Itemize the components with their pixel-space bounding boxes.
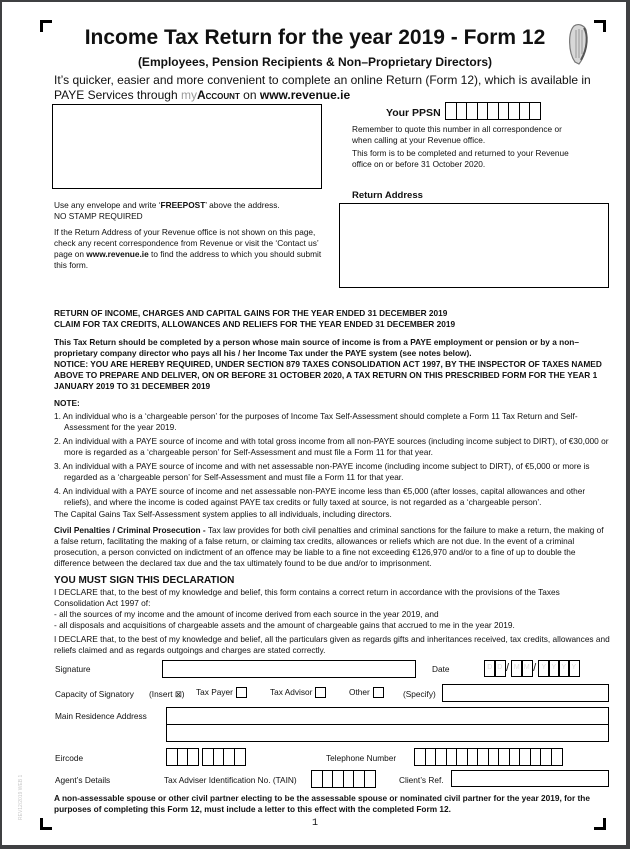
clients-ref-label: Client’s Ref. <box>399 775 444 785</box>
note-item: 1. An individual who is a ‘chargeable person’ for the purposes of Income Tax Self-Assessment should complete a Form 11 Tax Return and Self-Assessment for the year 2019. <box>54 411 578 432</box>
tax-advisor-checkbox[interactable] <box>315 687 326 698</box>
tain-label: Tax Adviser Identification No. (TAIN) <box>164 775 297 785</box>
main-residence-line-2[interactable] <box>166 724 609 742</box>
revenue-link[interactable]: www.revenue.ie <box>259 88 351 102</box>
return-heading-1: RETURN OF INCOME, CHARGES AND CAPITAL GAINS FOR THE YEAR ENDED 31 DECEMBER 2019 <box>54 308 448 318</box>
intro-text: It’s quicker, easier and more convenient to complete an online Return (Form 12), which is available in PAYE Services through myAccount on www.revenue.ie <box>54 73 591 102</box>
deadline-note: This form is to be completed and returned to your Revenue office on or before 31 October 2020. <box>352 148 569 169</box>
harp-crest-icon <box>566 22 592 66</box>
capacity-label: Capacity of Signatory <box>55 689 134 699</box>
declaration-1: I DECLARE that, to the best of my knowledge and belief, this form contains a correct return in accordance with the provisions of the Taxes Consolidation Act 1997 of: <box>54 587 560 608</box>
main-residence-label: Main Residence Address <box>55 711 147 721</box>
return-address-label: Return Address <box>352 190 423 201</box>
tax-payer-checkbox[interactable] <box>236 687 247 698</box>
specify-label: (Specify) <box>403 689 436 699</box>
spouse-note: A non-assessable spouse or other civil partner electing to be the assessable spouse or nominated civil partner for the year 2019, for the purposes of completing this Form 12, must include a letter to this effect with the completed Form 12. <box>54 793 590 814</box>
tax-advisor-option[interactable]: Tax Advisor <box>270 687 326 698</box>
note-item: 2. An individual with a PAYE source of income and with total gross income from all non-PAYE sources (including income subject to DIRT), of €30,000 or more is regarded as a ‘chargeable person’ for Self-Assessment and must file a Form 11 for that year. <box>54 436 609 457</box>
date-month-cell[interactable]: M <box>511 660 523 677</box>
declaration-bullet-1: - all the sources of my income and the amount of income derived from each source in the year 2019, and <box>54 609 439 619</box>
ppsn-note: Remember to quote this number in all correspondence or when calling at your Revenue office. <box>352 124 562 145</box>
digit-cell[interactable] <box>364 770 376 788</box>
eircode-unique-input[interactable] <box>202 748 244 766</box>
digit-cell[interactable] <box>551 748 563 766</box>
clients-ref-field[interactable] <box>451 770 609 787</box>
declaration-2: I DECLARE that, to the best of my knowledge and belief, all the particulars given as regards gifts and inheritances received, tax credits, allowances and reliefs claimed and as regards outgoings and charges are stated correctly. <box>54 634 610 655</box>
revenue-link[interactable]: www.revenue.ie <box>86 249 149 259</box>
digit-cell[interactable] <box>529 102 541 120</box>
signature-field[interactable] <box>162 660 416 678</box>
date-month-cell[interactable]: M <box>521 660 533 677</box>
date-year-cell[interactable]: Y <box>568 660 580 677</box>
penalties-text: Civil Penalties / Criminal Prosecution - Tax law provides for both civil penalties and criminal sanctions for the failure to make a return, the making of a false return, facilitating the making of a false return, or claiming tax credits, allowances or reliefs which are not due. In the event of a criminal prosecution, a person convicted on indictment of an offence may be liable to a fine not exceeding €126,970 and/or to a fine of up to double the difference between the declared tax due and the tax ultimately found to be due and/or to imprisonment. <box>54 525 604 568</box>
page-number: 1 <box>311 818 318 829</box>
date-year-cell[interactable]: Y <box>548 660 560 677</box>
return-heading-2: CLAIM FOR TAX CREDITS, ALLOWANCES AND RELIEFS FOR THE YEAR ENDED 31 DECEMBER 2019 <box>54 319 456 329</box>
return-address-help: If the Return Address of your Revenue office is not shown on this page, check any recent correspondence from Revenue or visit the ‘Contact us’ page on www.revenue.ie to find the address to which you should submit this form. <box>54 227 322 270</box>
tain-input[interactable] <box>311 770 374 788</box>
eircode-routing-input[interactable] <box>166 748 198 766</box>
return-address-box <box>339 203 609 288</box>
form-reference-vertical: REV12/2019 WEB 1 <box>18 774 24 820</box>
eircode-label: Eircode <box>55 753 84 763</box>
signature-label: Signature <box>55 664 91 674</box>
other-option[interactable]: Other <box>349 687 384 698</box>
my-account-brand: Account <box>196 88 240 102</box>
taxpayer-address-box[interactable] <box>52 104 322 189</box>
other-checkbox[interactable] <box>373 687 384 698</box>
specify-field[interactable] <box>442 684 609 702</box>
note-item: 3. An individual with a PAYE source of income and with net assessable non-PAYE income (including income subject to DIRT), of €5,000 or more is regarded as a ‘chargeable person’ for Self-Assessment and must file a Form 11 for that year. <box>54 461 590 482</box>
date-input[interactable]: D D / M M / Y Y Y Y <box>484 660 578 677</box>
my-account-prefix: my <box>180 88 197 102</box>
notes-list <box>54 411 610 511</box>
legal-notice: NOTICE: YOU ARE HEREBY REQUIRED, UNDER SECTION 879 TAXES CONSOLIDATION ACT 1997, BY THE INSPECTOR OF TAXES NAMED ABOVE TO PREPARE AND DELIVER, ON OR BEFORE 31 OCTOBER 2020, A TAX RETURN ON THIS PRESCRIBED FORM FOR THE YEAR 1 JANUARY 2019 TO 31 DECEMBER 2019 <box>54 359 602 391</box>
date-day-cell[interactable]: D <box>494 660 506 677</box>
cgt-note: The Capital Gains Tax Self-Assessment system applies to all individuals, including directors. <box>54 509 392 519</box>
freepost-note: Use any envelope and write ‘FREEPOST’ above the address. NO STAMP REQUIRED <box>54 200 280 221</box>
date-label: Date <box>432 664 450 674</box>
date-day-cell[interactable]: D <box>484 660 496 677</box>
ppsn-label: Your PPSN <box>386 107 441 119</box>
insert-hint: (Insert ⊠) <box>149 689 185 699</box>
declaration-heading: YOU MUST SIGN THIS DECLARATION <box>54 575 235 586</box>
telephone-input[interactable] <box>414 748 561 766</box>
date-year-cell[interactable]: Y <box>558 660 570 677</box>
page-subtitle: (Employees, Pension Recipients & Non–Proprietary Directors) <box>137 55 493 69</box>
notice-intro: This Tax Return should be completed by a person whose main source of income is from a PAYE employment or pension or by a non–proprietary company director who pays all his / her Income Tax under the PAYE system (see notes below). <box>54 337 579 358</box>
ppsn-input[interactable] <box>445 102 540 120</box>
tax-payer-option[interactable]: Tax Payer <box>196 687 247 698</box>
page-title: Income Tax Return for the year 2019 - Form 12 <box>84 26 546 49</box>
notes-heading: NOTE: <box>54 398 80 408</box>
telephone-label: Telephone Number <box>326 753 397 763</box>
agents-details-label: Agent’s Details <box>55 775 111 785</box>
main-residence-line-1[interactable] <box>166 707 609 725</box>
declaration-bullet-2: - all disposals and acquisitions of chargeable assets and the amount of chargeable gains that accrued to me in the year 2019. <box>54 620 515 630</box>
date-year-cell[interactable]: Y <box>538 660 550 677</box>
note-item: 4. An individual with a PAYE source of income and net assessable non-PAYE income less than €5,000 (after losses, capital allowances and other reliefs), and where the income is coded against PAYE tax credits or fully taxed at source, is not regarded as a ‘chargeable person’. <box>54 486 586 507</box>
